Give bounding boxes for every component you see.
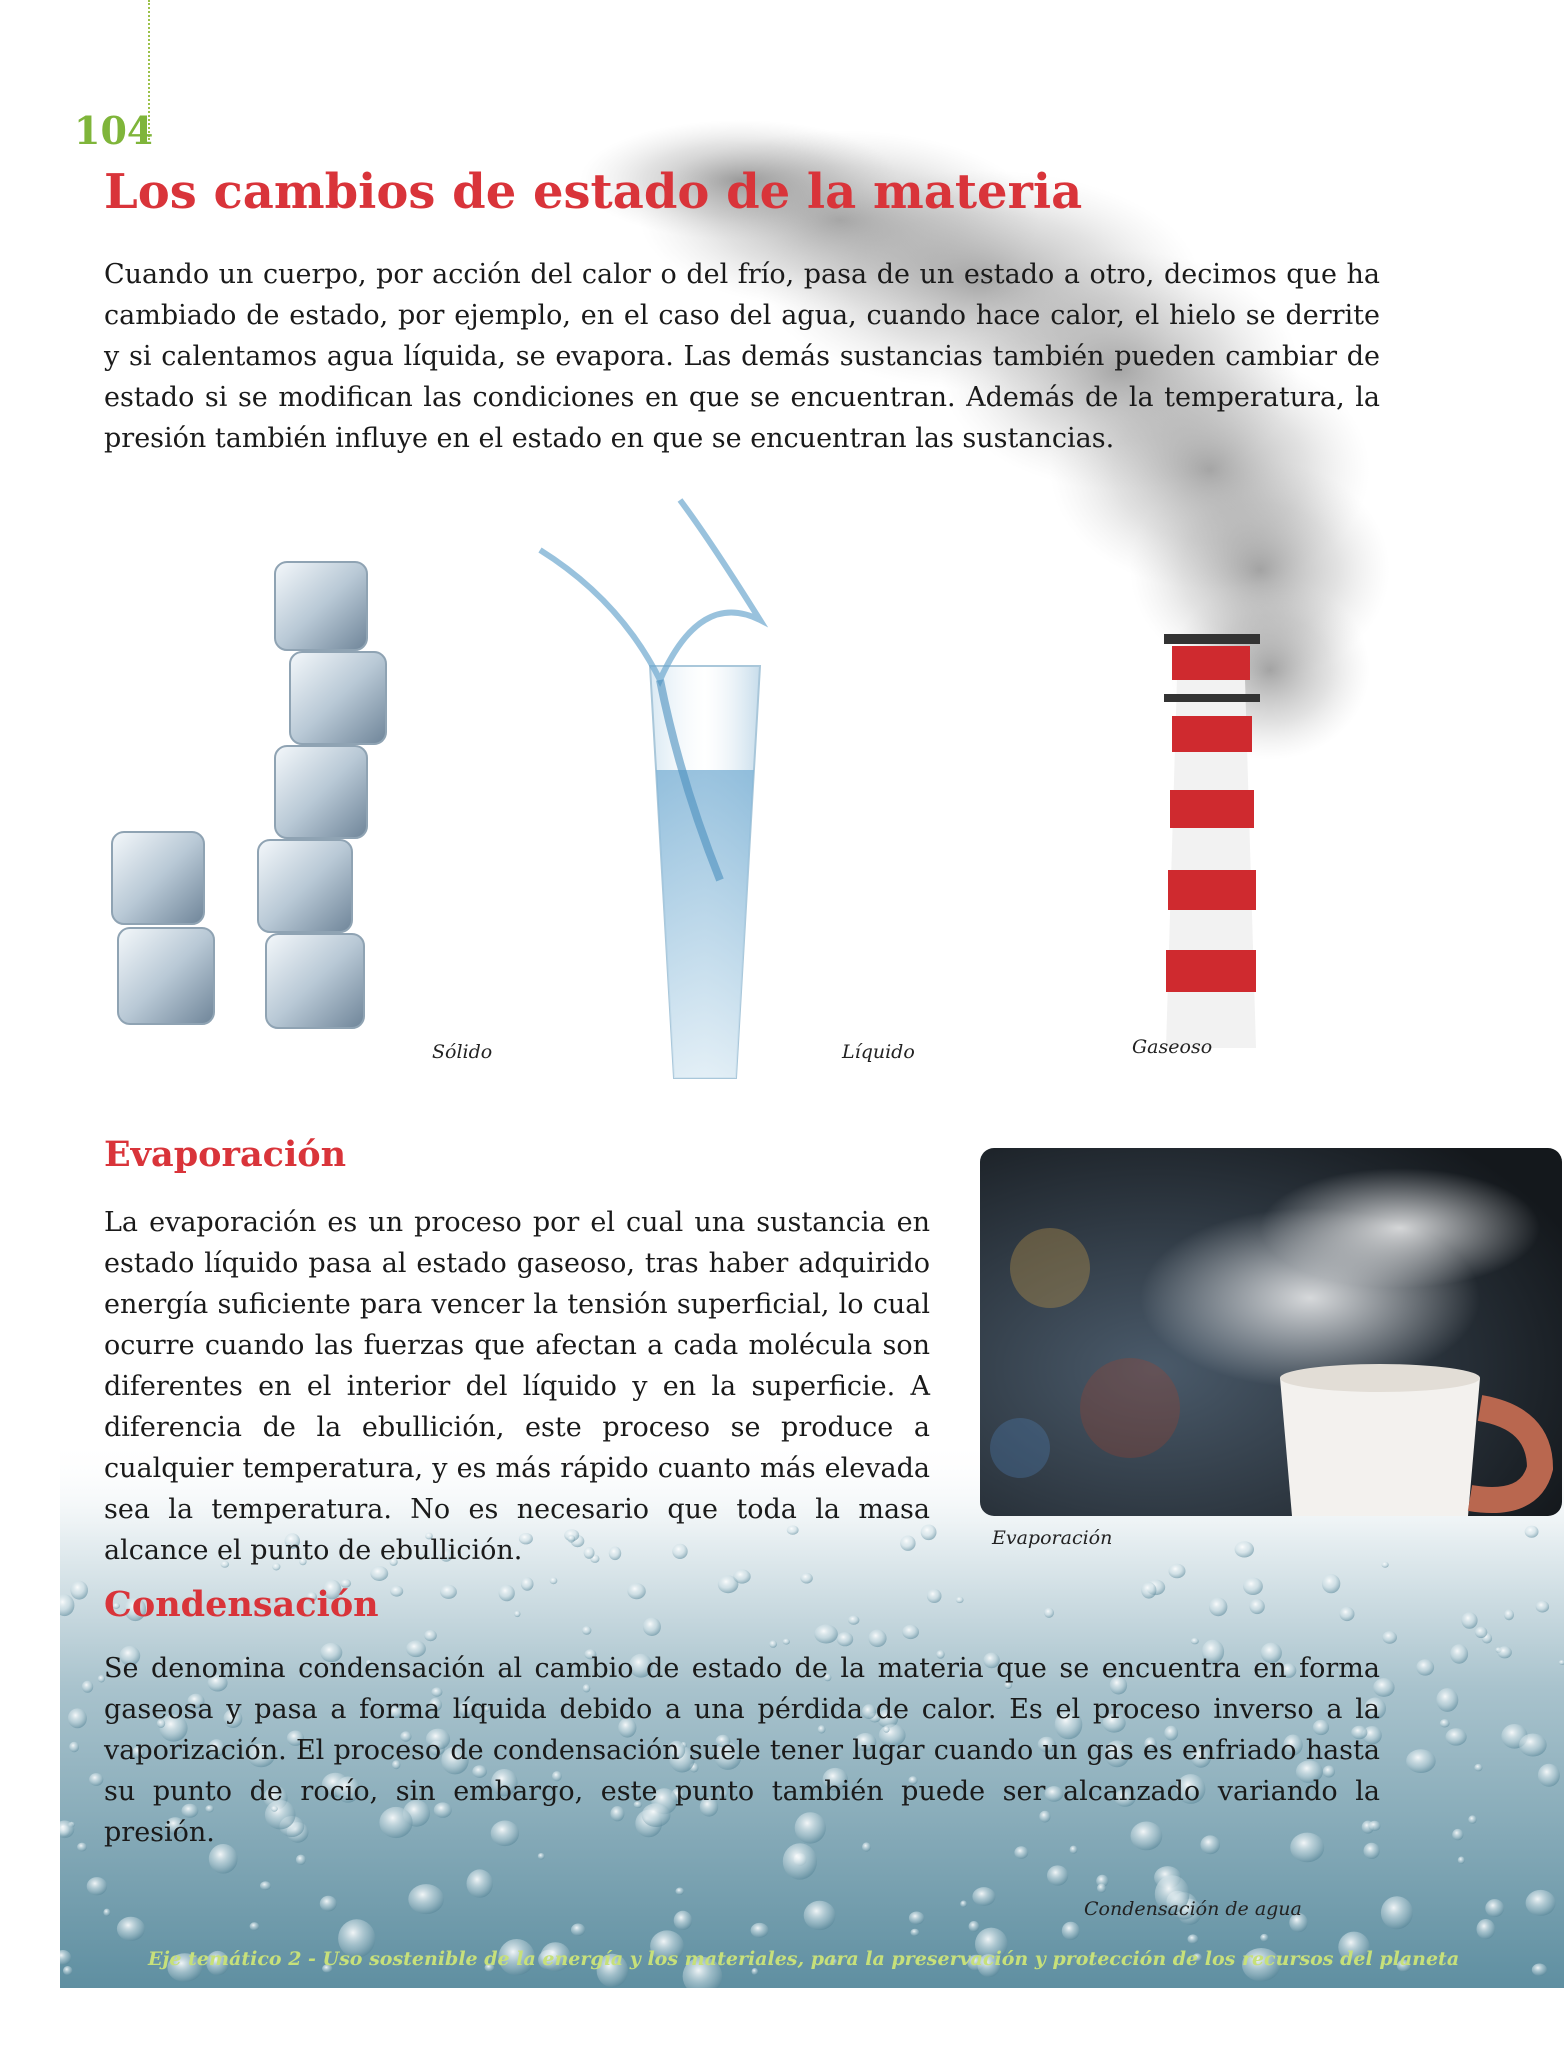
water-droplet [1475,1627,1487,1638]
water-droplet [674,1911,692,1930]
water-droplet [733,1569,750,1583]
water-droplet [424,1630,437,1641]
water-droplet [1191,1638,1199,1644]
water-droplet [1477,1919,1496,1939]
water-droplet [1249,1599,1264,1614]
water-droplet [514,1611,520,1617]
water-droplet [848,1616,859,1625]
water-droplet [538,1853,545,1859]
water-droplet [1446,1728,1467,1745]
water-droplet [1243,1578,1263,1595]
condensation-caption: Condensación de agua [1084,1898,1302,1920]
water-droplet [87,1877,107,1895]
water-droplet [960,1901,967,1908]
footer-axis-label: Eje temático 2 - Uso sostenible de la energía y los materiales, para la preservación y protección de los recursos del planeta [148,1948,1460,1970]
water-droplet [627,1583,645,1599]
water-droplet [260,1881,271,1890]
evaporation-caption: Evaporación [992,1527,1113,1549]
glass-of-water-image [540,500,760,1078]
water-droplet [1450,1644,1468,1664]
water-droplet [1538,1764,1560,1787]
water-droplet [751,1923,769,1938]
water-droplet [63,1966,72,1975]
water-droplet [1062,1922,1080,1940]
water-droplet [837,1632,853,1646]
water-droplet [390,1586,403,1597]
water-droplet [1526,1890,1556,1916]
page-number: 104 [74,108,154,153]
chimney-image [1164,634,1260,1048]
water-droplet [1188,1934,1199,1943]
water-droplet [769,1640,777,1647]
water-droplet [1485,1899,1504,1917]
water-droplet [117,1917,145,1941]
water-droplet [1047,1865,1068,1885]
water-droplet [814,1625,838,1644]
water-droplet [77,1843,87,1852]
water-droplet [969,1921,980,1932]
water-droplet [800,1573,812,1584]
states-of-matter-illustration [60,480,1360,1100]
water-droplet [1235,1541,1254,1557]
water-droplet [82,1681,93,1693]
evaporation-paragraph: La evaporación es un proceso por el cual una sustancia en estado líquido pasa al estado gaseoso, tras haber adquirido energía suficiente para vencer la tensión superficial, lo cual ocurre cuando las fuerzas que afectan a cada molécula son diferentes en el interior del líquido y en la superficie. A diferencia de la ebullición, este proceso se produce a cualquier temperatura, y es más rápido cuanto más elevada sea la temperatura. No es necesario que toda la masa alcance el punto de ebullición. [104,1207,930,1566]
water-droplet [1461,1612,1477,1629]
water-droplet [1440,1719,1450,1727]
evaporation-heading: Evaporación [104,1134,347,1175]
water-droplet [296,1855,306,1865]
water-droplet [643,1618,661,1636]
water-droplet [1406,1749,1436,1773]
water-droplet [1169,1564,1186,1579]
water-droplet [902,1625,919,1639]
water-droplet [1536,1601,1549,1613]
water-droplet [1382,1562,1389,1568]
water-droplet [69,1742,79,1752]
water-droplet [1141,1582,1156,1599]
water-droplet [320,1896,337,1912]
water-droplet [868,1630,886,1648]
water-droplet [1519,1734,1547,1757]
water-droplet [783,1639,790,1645]
water-droplet [1097,1884,1106,1893]
water-droplet [70,1581,88,1600]
water-droplet [956,1597,964,1603]
water-droplet [499,1585,515,1601]
water-droplet [927,1589,942,1603]
evaporation-photo [980,1148,1562,1516]
water-droplet [1381,1896,1413,1929]
water-droplet [408,1884,444,1914]
intro-paragraph: Cuando un cuerpo, por acción del calor o del frío, pasa de un estado a otro, decimos que ha cambiado de estado, por ejemplo, en el caso del agua, cuando hace calor, el hielo se derrite y si calentamos agua líquida, se evapora. Las demás sustancias también pueden cambiar de estado si se modifican las condiciones en que se encuentran. Además de la temperatura, la presión también influye en el estado en que se encuentran las sustancias. [104,259,1380,454]
water-droplet [467,1869,493,1897]
water-droplet [103,1909,110,1917]
ice-cubes-image [112,562,386,1028]
water-droplet [1498,1646,1512,1658]
water-droplet [909,1912,924,1925]
solid-caption: Sólido [432,1041,493,1063]
water-droplet [582,1626,591,1635]
liquid-caption: Líquido [842,1041,915,1063]
water-droplet [68,1708,87,1728]
water-droplet [972,1887,995,1906]
water-droplet [250,1922,260,1930]
water-droplet [1436,1688,1458,1712]
water-droplet [1458,1857,1465,1864]
water-droplet [804,1901,836,1930]
water-droplet [1382,1631,1397,1644]
water-droplet [1474,1764,1482,1771]
water-droplet [1209,1598,1227,1617]
water-droplet [1504,1609,1514,1620]
water-droplet [1322,1574,1340,1593]
water-droplet [1468,1815,1476,1823]
water-droplet [89,1773,103,1786]
water-droplet [911,1929,920,1936]
water-droplet [1044,1608,1054,1618]
page-title: Los cambios de estado de la materia [104,164,1083,220]
condensation-heading: Condensación [104,1584,379,1625]
water-droplet [1340,1607,1355,1621]
water-droplet [1416,1659,1434,1675]
water-droplet [521,1577,534,1590]
water-droplet [571,1924,585,1936]
water-droplet [1260,1934,1268,1942]
water-droplet [550,1577,558,1584]
water-droplet [676,1888,685,1895]
water-droplet [440,1585,457,1599]
water-droplet [1525,1526,1539,1538]
condensation-paragraph: Se denomina condensación al cambio de estado de la materia que se encuentra en forma gaseosa y pasa a forma líquida debido a una pérdida de calor. Es el proceso inverso a la vaporización. El proceso de condensación suele tener lugar cuando un gas es enfriado hasta su punto de rocío, sin embargo, este punto también puede ser alcanzado variando la presión. [104,1653,1380,1848]
water-droplet [1532,1964,1547,1976]
water-droplet [1452,1829,1463,1840]
gas-caption: Gaseoso [1132,1036,1213,1058]
